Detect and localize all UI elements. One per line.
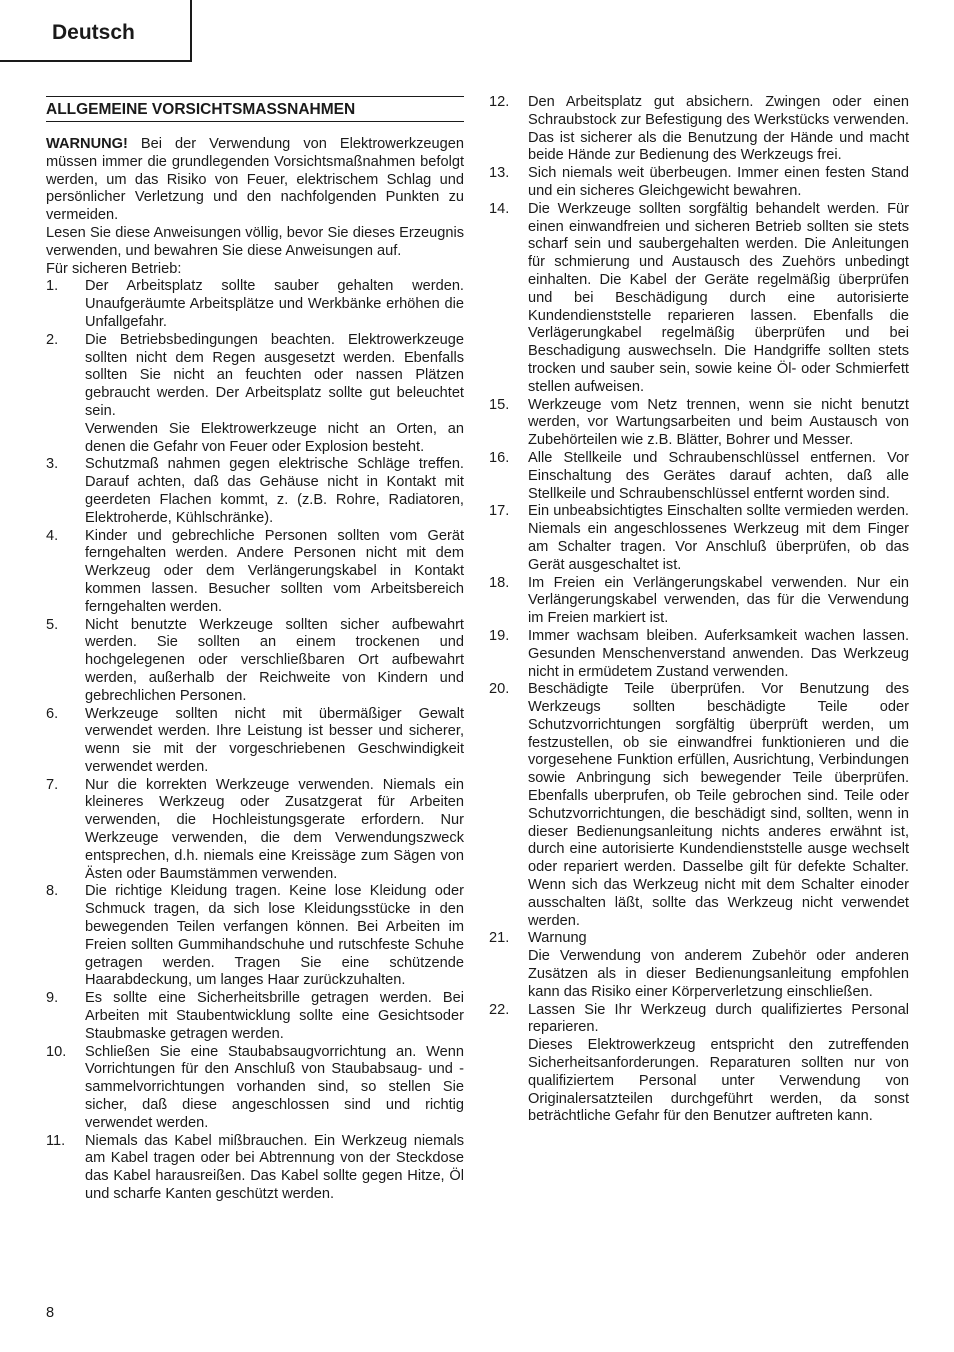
safety-item bbox=[489, 450, 909, 503]
item-number: 13. bbox=[489, 165, 510, 182]
safety-item bbox=[46, 706, 464, 777]
safety-item bbox=[46, 777, 464, 884]
safety-list-right bbox=[489, 94, 909, 1126]
safety-item bbox=[489, 165, 909, 201]
item-number: 3. bbox=[46, 456, 59, 473]
item-text: Schließen Sie eine Staubabsaugvorrichtung an. Wenn Vorrichtungen für den Anschluß von Staubabsaug- und -sammelvorrichtungen vorhanden sind, so stellen Sie sicher, daß diese angeschlossen sind und richtig verwendet werden. bbox=[85, 1043, 464, 1131]
intro-read-paragraph: Lesen Sie diese Anweisungen völlig, bevor Sie dieses Erzeugnis verwenden, und bewahren Sie diese Anweisungen auf. bbox=[46, 224, 464, 259]
warning-text: Bei der Verwendung von Elektrowerkzeugen müssen immer die grundlegenden Vorsichtsmaßnahmen befolgt werden, um das Risiko von Feuer, elektrischem Schlag und persönlicher Verletzung und den nachfolgenden Punkten zu vermeiden. bbox=[46, 136, 464, 224]
item-number: 11. bbox=[46, 1132, 66, 1149]
safety-item bbox=[489, 681, 909, 930]
item-text: Nicht benutzte Werkzeuge sollten sicher aufbewahrt werden. Sie sollten an einem trockenen und hochgelegenen oder verschließbaren Ort aufbewahrt werden, außerhalb der Reichweite von Kindern und gebrechlichen Personen. bbox=[85, 616, 464, 704]
item-text: Die Werkzeuge sollten sorgfältig behandelt werden. Für einen einwandfreien und sicheren Betrieb sollten sie stets scharf sein und saubergehalten werden. Die Anleitungen für schmierung und Austausch des Zuehörs unbedingt einhalten. Die Kabel der Geräte regelmäßig überprüfen und bei Beschädigung durch eine autorisierte Kundendienststelle reparieren lassen. Ebenfalls die Verlägerungkabel regelmäßig überprüfen und bei Beschadigung auswechseln. Die Handgriffe sollten stets trocken und sauber sein, sowie keine Öl- oder Schmierfett stellen aufweisen. bbox=[528, 200, 909, 395]
item-text: Kinder und gebrechliche Personen sollten vom Gerät ferngehalten werden. Andere Personen nicht mit dem Werkzeug oder dem Verlängerungskabel in Kontakt kommen lassen. Besucher sollten vom Arbeitsbereich ferngehalten werden. bbox=[85, 527, 464, 615]
safety-list-left bbox=[46, 278, 464, 1203]
item-number: 7. bbox=[46, 776, 59, 793]
safety-item bbox=[46, 1133, 464, 1204]
intro-safe-paragraph: Für sicheren Betrieb: bbox=[46, 260, 182, 277]
item-number: 19. bbox=[489, 627, 510, 644]
item-text: Alle Stellkeile und Schraubenschlüssel entfernen. Vor Einschaltung des Gerätes darauf achten, daß alle Stellkeile und Schraubenschlüssel entfernt worden sind. bbox=[528, 449, 909, 502]
item-text: Lassen Sie Ihr Werkzeug durch qualifiziertes Personal reparieren. bbox=[528, 1001, 909, 1036]
item-number: 22. bbox=[489, 1001, 510, 1018]
item-text-continued: Die Verwendung von anderem Zubehör oder anderen Zusätzen als in dieser Bedienungsanleitung empfohlen kann das Risiko einer Körperverletzung einschließen. bbox=[528, 948, 909, 1000]
safety-item bbox=[46, 1044, 464, 1133]
safety-item bbox=[46, 278, 464, 331]
item-number: 15. bbox=[489, 396, 510, 413]
warning-paragraph bbox=[46, 136, 464, 225]
safety-item bbox=[46, 332, 464, 457]
item-text: Werkzeuge vom Netz trennen, wenn sie nicht benutzt werden, vor Wartungsarbeiten und beim Austausch von Zubehörteilen wie z.B. Blätter, Bohrer und Messer. bbox=[528, 396, 909, 449]
safety-item bbox=[489, 628, 909, 681]
safety-item bbox=[46, 528, 464, 617]
item-text: Den Arbeitsplatz gut absichern. Zwingen oder einen Schraubstock zur Befestigung des Werkstücks verwenden. Das ist sicherer als die Benutzung der Hände und macht beide Hände zur Bedienung des Werkzeugs frei. bbox=[528, 94, 909, 164]
safety-item bbox=[489, 397, 909, 450]
safety-item bbox=[46, 990, 464, 1043]
language-label: Deutsch bbox=[52, 21, 135, 44]
item-text: Die Betriebsbedingungen beachten. Elektrowerkzeuge sollten nicht dem Regen ausgesetzt werden. Ebenfalls sollten Sie nicht an feuchten oder nassen Plätzen gebraucht werden. Der Arbeitsplatz sollte gut beleuchtet sein. bbox=[85, 331, 464, 419]
item-text: Werkzeuge sollten nicht mit übermäßiger Gewalt verwendet werden. Ihre Leistung ist besser und sicherer, wenn sie mit der vorgeschriebenen Geschwindigkeit verwendet werden. bbox=[85, 705, 464, 775]
item-text-continued: Dieses Elektrowerkzeug entspricht den zutreffenden Sicherheitsanforderungen. Reparaturen sollten nur von qualifiziertem Personal unter Verwendung von Originalersatzteilen durchgeführt werden, da sonst beträchtliche Gefahr für den Benutzer auftreten kann. bbox=[528, 1037, 909, 1125]
item-text: Niemals das Kabel mißbrauchen. Ein Werkzeug niemals am Kabel tragen oder bei Abtrennung von der Steckdose das Kabel harausreißen. Das Kabel sollte gegen Hitze, Öl und scharfe Kanten geschützt werden. bbox=[85, 1132, 464, 1203]
safety-item bbox=[489, 503, 909, 574]
item-number: 1. bbox=[46, 278, 59, 295]
item-number: 10. bbox=[46, 1043, 67, 1060]
item-number: 4. bbox=[46, 527, 59, 544]
item-text: Nur die korrekten Werkzeuge verwenden. Niemals ein kleineres Werkzeug oder Zusatzgerat für Arbeiten verwenden, die Hochleistungsgerate erfordern. Nur Werkzeuge verwenden, die dem Verwendungszweck entsprechen, d.h. niemals eine Kreissäge zum Sägen von Ästen oder Baumstämmen verwenden. bbox=[85, 776, 464, 882]
item-text: Warnung bbox=[528, 930, 587, 947]
safety-item bbox=[489, 575, 909, 628]
warning-label: WARNUNG! bbox=[46, 136, 128, 152]
section-heading: ALLGEMEINE VORSICHTSMASSNAHMEN bbox=[46, 96, 464, 122]
item-number: 20. bbox=[489, 681, 510, 698]
item-number: 16. bbox=[489, 449, 510, 466]
item-number: 21. bbox=[489, 930, 510, 947]
item-number: 14. bbox=[489, 200, 510, 217]
item-number: 17. bbox=[489, 503, 510, 520]
safety-item bbox=[489, 94, 909, 165]
item-text: Es sollte eine Sicherheitsbrille getragen werden. Bei Arbeiten mit Staubentwicklung sollte eine Gesichtsoder Staubmaske getragen werden. bbox=[85, 990, 464, 1042]
item-text: Beschädigte Teile überprüfen. Vor Benutzung des Werkzeugs sollten beschädigte Teile oder Schutzvorrichtungen sorgfältig überprüft werden, um festzustellen, ob sie einwandfrei funktionieren und die vorgesehene Funktion erfüllen, Ausrichtung, Verbindungen sowie Anbringung sich bewegender Teile überprüfen. Ebenfalls uberprufen, ob Teile gebrochen sind. Teile oder Schutzvorrichtungen, die beschädigt sind, sollten, wenn in dieser Bedienungsanleitung nichts anderes erwähnt ist, durch eine autorisierte Kundendienststelle ausge wechselt oder repariert werden. Dasselbe gilt für defekte Schalter. Wenn sich das Werkzeug nicht mit dem Schalter einoder ausschalten läßt, sollte das Werkzeug nicht verwendet werden. bbox=[528, 681, 909, 929]
item-text: Immer wachsam bleiben. Auferksamkeit wachen lassen. Gesunden Menschenverstand anwenden. Das Werkzeug nicht in ermüdetem Zustand verwenden. bbox=[528, 627, 909, 680]
item-text: Schutzmaß nahmen gegen elektrische Schläge treffen. Darauf achten, daß das Gehäuse nicht in Kontakt mit geerdeten Flachen kommt, z. (z.B. Rohre, Radiatoren, Elektroherde, Kühlschränke). bbox=[85, 456, 464, 526]
item-number: 6. bbox=[46, 705, 59, 722]
page-number: 8 bbox=[46, 1305, 55, 1321]
safety-item bbox=[46, 883, 464, 990]
item-number: 18. bbox=[489, 574, 510, 591]
safety-item bbox=[489, 201, 909, 397]
item-number: 2. bbox=[46, 331, 59, 348]
item-number: 12. bbox=[489, 94, 510, 110]
safety-item bbox=[489, 930, 909, 1001]
item-number: 5. bbox=[46, 616, 59, 633]
right-column bbox=[489, 94, 909, 1126]
safety-item bbox=[46, 456, 464, 527]
safety-item bbox=[489, 1002, 909, 1127]
item-number: 8. bbox=[46, 883, 59, 900]
item-text: Die richtige Kleidung tragen. Keine lose Kleidung oder Schmuck tragen, da sich lose Kleidungsstücke in den bewegenden Teilen verfangen können. Bei Arbeiten im Freien sollten Gummihandschuhe und rutschfeste Schuhe getragen werden. Tragen Sie eine schützende Haarabdeckung, um langes Haar zurückzuhalten. bbox=[85, 883, 464, 989]
left-column bbox=[46, 96, 464, 1204]
item-number: 9. bbox=[46, 990, 59, 1007]
item-text: Im Freien ein Verlängerungskabel verwenden. Nur ein Verlängerungskabel verwenden, das für die Verwendung im Freien markiert ist. bbox=[528, 574, 909, 627]
item-text-continued: Verwenden Sie Elektrowerkzeuge nicht an Orten, an denen die Gefahr von Feuer oder Explosion besteht. bbox=[85, 420, 464, 455]
item-text: Ein unbeabsichtigtes Einschalten sollte vermieden werden. Niemals ein angeschlossenes Werkzeug mit dem Finger am Schalter tragen. Vor Anschluß überprüfen, ob das Gerät ausgeschaltet ist. bbox=[528, 503, 909, 573]
item-text: Sich niemals weit überbeugen. Immer einen festen Stand und ein sicheres Gleichgewicht bewahren. bbox=[528, 165, 909, 199]
language-tab bbox=[0, 0, 192, 62]
item-text: Der Arbeitsplatz sollte sauber gehalten werden. Unaufgeräumte Arbeitsplätze und Werkbänke erhöhen die Unfallgefahr. bbox=[85, 278, 464, 330]
safety-item bbox=[46, 617, 464, 706]
